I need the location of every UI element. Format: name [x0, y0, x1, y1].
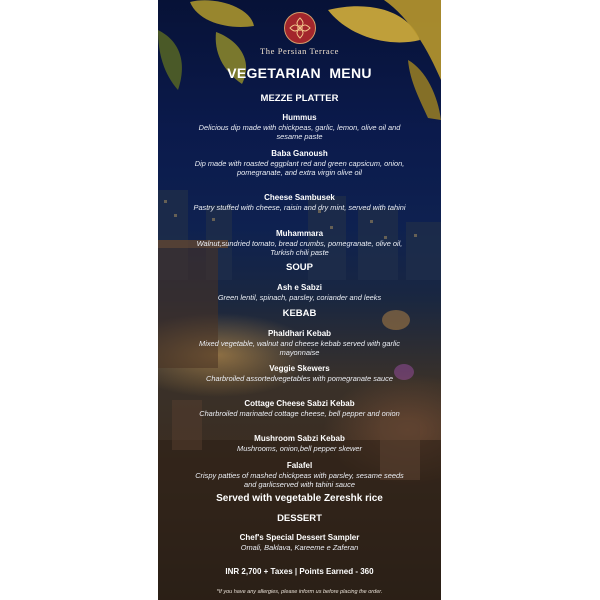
persian-terrace-logo [284, 12, 316, 44]
menu-item-baba-ganoush [192, 149, 407, 177]
item-name: Mushroom Sabzi Kebab [254, 434, 345, 443]
item-description: Crispy patties of mashed chickpeas with parsley, sesame seeds and garlicserved with tahini sauce [195, 471, 404, 489]
item-name: Veggie Skewers [269, 364, 330, 373]
item-description: Mixed vegetable, walnut and cheese kebab served with garlic mayonnaise [199, 339, 400, 357]
menu-card [158, 0, 441, 600]
menu-title: VEGETARIAN MENU [227, 65, 372, 81]
item-name: Falafel [286, 461, 313, 470]
item-description: Charbroiled marinated cottage cheese, bell pepper and onion [199, 409, 400, 418]
item-name: Baba Ganoush [271, 149, 328, 158]
item-name: Ash e Sabzi [277, 283, 322, 292]
menu-item-falafel [192, 461, 407, 489]
item-name: Cheese Sambusek [264, 193, 335, 202]
section-kebab: KEBAB [282, 308, 317, 319]
menu-item-muhammara [192, 229, 407, 257]
menu-item-cheese-sambusek [192, 193, 407, 212]
section-dessert: DESSERT [277, 513, 322, 524]
item-name: Muhammara [275, 229, 324, 238]
section-soup: SOUP [286, 262, 313, 273]
item-name: Hummus [282, 113, 317, 122]
brand-name: The Persian Terrace [259, 46, 340, 56]
menu-item-veggie-skewers [192, 364, 407, 383]
menu-item-dessert-sampler [192, 533, 407, 552]
item-description: Charbroiled assortedvegetables with pomegranate sauce [206, 374, 393, 383]
menu-item-phaldhari-kebab [192, 329, 407, 357]
menu-item-hummus [192, 113, 407, 141]
item-description: Walnut,sundried tomato, bread crumbs, pomegranate, olive oil, Turkish chili paste [196, 239, 403, 257]
price-line: INR 2,700 + Taxes | Points Earned - 360 [225, 567, 374, 576]
item-name: Chef's Special Dessert Sampler [239, 533, 360, 542]
item-description: Omali, Baklava, Kareeme e Zaferan [240, 543, 359, 552]
rice-accompaniment: Served with vegetable Zereshk rice [216, 493, 383, 504]
menu-item-mushroom-sabzi-kebab [192, 434, 407, 453]
item-name: Cottage Cheese Sabzi Kebab [244, 399, 355, 408]
item-description: Dip made with roasted eggplant red and green capsicum, onion, pomegranate, and extra virgin olive oil [194, 159, 405, 177]
item-name: Phaldhari Kebab [267, 329, 332, 338]
menu-item-cottage-cheese-sabzi-kebab [192, 399, 407, 418]
item-description: Pastry stuffed with cheese, raisin and dry mint, served with tahini [193, 203, 406, 212]
item-description: Delicious dip made with chickpeas, garlic, lemon, olive oil and sesame paste [198, 123, 401, 141]
item-description: Green lentil, spinach, parsley, coriander and leeks [217, 293, 382, 302]
section-mezze-platter: MEZZE PLATTER [260, 93, 339, 104]
item-description: Mushrooms, onion,bell pepper skewer [237, 444, 362, 453]
allergy-note: *If you have any allergies, please inform us before placing the order. [216, 589, 383, 595]
menu-item-ash-e-sabzi [192, 283, 407, 302]
menu-content [158, 0, 441, 600]
